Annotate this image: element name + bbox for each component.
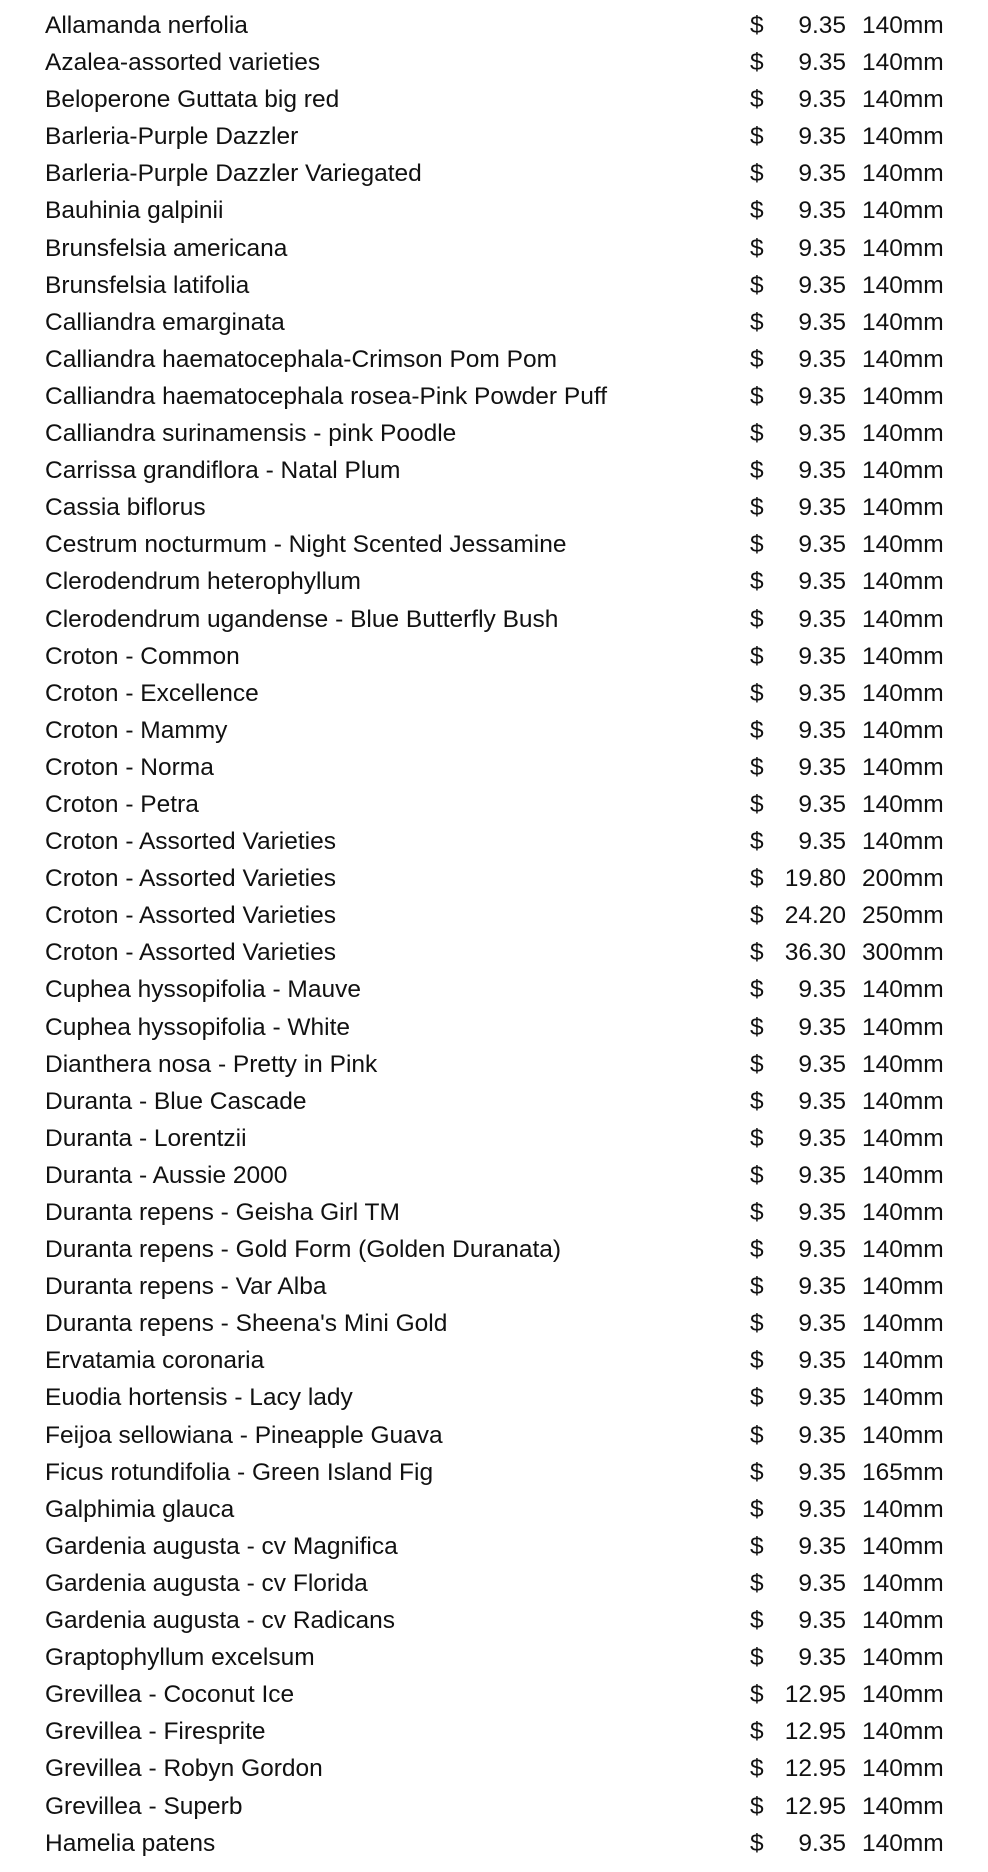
table-row (0, 1342, 988, 1379)
price-value: 9.35 (798, 160, 846, 188)
plant-name: Barleria-Purple Dazzler (45, 123, 299, 151)
price-value: 12.95 (784, 1718, 846, 1746)
table-row (0, 675, 988, 712)
table-row (0, 601, 988, 638)
price-value: 9.35 (798, 1013, 846, 1041)
price-value: 9.35 (798, 1495, 846, 1523)
price-value: 9.35 (798, 49, 846, 77)
plant-name: Croton - Mammy (45, 716, 228, 744)
plant-name: Dianthera nosa - Pretty in Pink (45, 1050, 378, 1078)
plant-name: Ervatamia coronaria (45, 1347, 265, 1375)
pot-size: 140mm (862, 568, 944, 596)
pot-size: 140mm (862, 1718, 944, 1746)
price-value: 9.35 (798, 716, 846, 744)
table-row (0, 378, 988, 415)
plant-name: Croton - Assorted Varieties (45, 865, 336, 893)
currency-symbol: $ (750, 1532, 764, 1560)
price-value: 9.35 (798, 494, 846, 522)
price-value: 9.35 (798, 12, 846, 39)
table-row (0, 452, 988, 489)
price-value: 9.35 (798, 234, 846, 262)
pot-size: 140mm (862, 123, 944, 151)
currency-symbol: $ (750, 605, 764, 633)
plant-name: Calliandra surinamensis - pink Poodle (45, 420, 457, 448)
plant-name: Croton - Assorted Varieties (45, 939, 336, 967)
pot-size: 140mm (862, 1792, 944, 1820)
price-value: 9.35 (798, 1124, 846, 1152)
price-value: 9.35 (798, 1829, 846, 1857)
plant-name: Euodia hortensis - Lacy lady (45, 1384, 353, 1412)
plant-name: Ficus rotundifolia - Green Island Fig (45, 1458, 434, 1486)
plant-name: Duranta repens - Geisha Girl TM (45, 1199, 400, 1226)
price-value: 24.20 (784, 902, 846, 930)
plant-name: Feijoa sellowiana - Pineapple Guava (45, 1421, 443, 1449)
price-value: 9.35 (798, 753, 846, 781)
table-row (0, 1157, 988, 1194)
pot-size: 140mm (862, 828, 944, 856)
pot-size: 140mm (862, 160, 944, 188)
price-value: 9.35 (798, 531, 846, 559)
plant-name: Calliandra emarginata (45, 308, 285, 336)
plant-name: Allamanda nerfolia (45, 12, 248, 39)
price-value: 9.35 (798, 679, 846, 707)
currency-symbol: $ (750, 1644, 764, 1672)
price-value: 9.35 (798, 457, 846, 485)
table-row (0, 1639, 988, 1676)
plant-name: Azalea-assorted varieties (45, 49, 321, 77)
pot-size: 140mm (862, 1681, 944, 1709)
table-row (0, 1528, 988, 1565)
plant-name: Croton - Assorted Varieties (45, 828, 336, 856)
currency-symbol: $ (750, 457, 764, 485)
pot-size: 140mm (862, 1273, 944, 1301)
table-row (0, 1788, 988, 1825)
price-value: 9.35 (798, 197, 846, 225)
currency-symbol: $ (750, 1161, 764, 1189)
price-value: 9.35 (798, 1347, 846, 1375)
pot-size: 140mm (862, 86, 944, 114)
pot-size: 140mm (862, 197, 944, 225)
price-value: 9.35 (798, 271, 846, 299)
currency-symbol: $ (750, 790, 764, 818)
pot-size: 140mm (862, 1347, 944, 1375)
pot-size: 140mm (862, 642, 944, 670)
table-row (0, 638, 988, 675)
table-row (0, 7, 988, 44)
table-row (0, 1750, 988, 1787)
plant-name: Gardenia augusta - cv Radicans (45, 1607, 395, 1635)
pot-size: 140mm (862, 1161, 944, 1189)
currency-symbol: $ (750, 939, 764, 967)
currency-symbol: $ (750, 1569, 764, 1597)
currency-symbol: $ (750, 902, 764, 930)
pot-size: 140mm (862, 1124, 944, 1152)
table-row (0, 44, 988, 81)
price-value: 36.30 (784, 939, 846, 967)
pot-size: 200mm (862, 865, 944, 893)
price-value: 9.35 (798, 605, 846, 633)
plant-name: Cassia biflorus (45, 494, 206, 522)
table-row (0, 1825, 988, 1862)
table-row (0, 230, 988, 267)
currency-symbol: $ (750, 679, 764, 707)
plant-name: Galphimia glauca (45, 1495, 235, 1523)
plant-name: Grevillea - Robyn Gordon (45, 1755, 323, 1783)
pot-size: 140mm (862, 271, 944, 299)
pot-size: 140mm (862, 49, 944, 77)
pot-size: 140mm (862, 716, 944, 744)
table-row (0, 118, 988, 155)
price-value: 9.35 (798, 123, 846, 151)
currency-symbol: $ (750, 197, 764, 225)
plant-name: Duranta repens - Sheena's Mini Gold (45, 1310, 448, 1338)
table-row (0, 971, 988, 1008)
pot-size: 140mm (862, 457, 944, 485)
currency-symbol: $ (750, 1458, 764, 1486)
currency-symbol: $ (750, 49, 764, 77)
price-value: 9.35 (798, 1458, 846, 1486)
table-row (0, 1305, 988, 1342)
pot-size: 140mm (862, 12, 944, 39)
table-row (0, 1231, 988, 1268)
currency-symbol: $ (750, 1013, 764, 1041)
price-value: 12.95 (784, 1681, 846, 1709)
currency-symbol: $ (750, 1681, 764, 1709)
plant-name: Gardenia augusta - cv Magnifica (45, 1532, 398, 1560)
pot-size: 140mm (862, 976, 944, 1004)
plant-name: Graptophyllum excelsum (45, 1644, 315, 1672)
pot-size: 140mm (862, 1013, 944, 1041)
currency-symbol: $ (750, 976, 764, 1004)
table-row (0, 860, 988, 897)
pot-size: 140mm (862, 1829, 944, 1857)
currency-symbol: $ (750, 1310, 764, 1338)
table-row (0, 81, 988, 118)
pot-size: 140mm (862, 1607, 944, 1635)
table-row (0, 489, 988, 526)
plant-name: Calliandra haematocephala rosea-Pink Powder Puff (45, 382, 608, 410)
table-row (0, 1379, 988, 1416)
pot-size: 140mm (862, 1421, 944, 1449)
currency-symbol: $ (750, 1050, 764, 1078)
pot-size: 140mm (862, 1087, 944, 1115)
plant-name: Croton - Norma (45, 753, 214, 781)
plant-name: Croton - Common (45, 642, 240, 670)
table-row (0, 1120, 988, 1157)
currency-symbol: $ (750, 1384, 764, 1412)
currency-symbol: $ (750, 1199, 764, 1226)
price-value: 9.35 (798, 1236, 846, 1264)
currency-symbol: $ (750, 308, 764, 336)
plant-name: Duranta - Blue Cascade (45, 1087, 307, 1115)
table-row (0, 823, 988, 860)
price-value: 9.35 (798, 1199, 846, 1226)
currency-symbol: $ (750, 1792, 764, 1820)
plant-name: Duranta - Aussie 2000 (45, 1161, 288, 1189)
currency-symbol: $ (750, 345, 764, 373)
pot-size: 165mm (862, 1458, 944, 1486)
pot-size: 140mm (862, 345, 944, 373)
table-row (0, 1083, 988, 1120)
currency-symbol: $ (750, 160, 764, 188)
pot-size: 140mm (862, 1199, 944, 1226)
currency-symbol: $ (750, 1755, 764, 1783)
plant-name: Bauhinia galpinii (45, 197, 224, 225)
pot-size: 140mm (862, 1236, 944, 1264)
table-row (0, 749, 988, 786)
pot-size: 140mm (862, 790, 944, 818)
plant-name: Cuphea hyssopifolia - Mauve (45, 976, 361, 1004)
plant-name: Duranta repens - Gold Form (Golden Duranata) (45, 1236, 562, 1264)
plant-name: Barleria-Purple Dazzler Variegated (45, 160, 422, 188)
plant-name: Beloperone Guttata big red (45, 86, 340, 114)
table-row (0, 1602, 988, 1639)
currency-symbol: $ (750, 753, 764, 781)
pot-size: 140mm (862, 1495, 944, 1523)
currency-symbol: $ (750, 123, 764, 151)
pot-size: 250mm (862, 902, 944, 930)
currency-symbol: $ (750, 234, 764, 262)
currency-symbol: $ (750, 642, 764, 670)
pot-size: 140mm (862, 1755, 944, 1783)
currency-symbol: $ (750, 1236, 764, 1264)
price-value: 9.35 (798, 1310, 846, 1338)
price-value: 9.35 (798, 1644, 846, 1672)
pot-size: 140mm (862, 234, 944, 262)
pot-size: 140mm (862, 1569, 944, 1597)
table-row (0, 267, 988, 304)
plant-name: Clerodendrum ugandense - Blue Butterfly Bush (45, 605, 559, 633)
pot-size: 140mm (862, 1532, 944, 1560)
plant-name: Calliandra haematocephala-Crimson Pom Pom (45, 345, 558, 373)
table-row (0, 1713, 988, 1750)
plant-name: Brunsfelsia americana (45, 234, 288, 262)
table-row (0, 1417, 988, 1454)
table-row (0, 1565, 988, 1602)
table-row (0, 341, 988, 378)
plant-name: Cestrum nocturmum - Night Scented Jessamine (45, 531, 567, 559)
pot-size: 140mm (862, 494, 944, 522)
currency-symbol: $ (750, 86, 764, 114)
currency-symbol: $ (750, 494, 764, 522)
currency-symbol: $ (750, 865, 764, 893)
pot-size: 140mm (862, 1644, 944, 1672)
plant-name: Brunsfelsia latifolia (45, 271, 250, 299)
currency-symbol: $ (750, 382, 764, 410)
table-row (0, 192, 988, 229)
price-value: 9.35 (798, 1161, 846, 1189)
plant-name: Clerodendrum heterophyllum (45, 568, 361, 596)
table-row (0, 1268, 988, 1305)
currency-symbol: $ (750, 1421, 764, 1449)
table-row (0, 1454, 988, 1491)
table-row (0, 304, 988, 341)
pot-size: 140mm (862, 1310, 944, 1338)
price-value: 12.95 (784, 1755, 846, 1783)
table-row (0, 1046, 988, 1083)
pot-size: 140mm (862, 382, 944, 410)
currency-symbol: $ (750, 420, 764, 448)
price-value: 9.35 (798, 86, 846, 114)
table-row (0, 1194, 988, 1231)
price-value: 9.35 (798, 1273, 846, 1301)
price-value: 9.35 (798, 345, 846, 373)
table-row (0, 415, 988, 452)
currency-symbol: $ (750, 1607, 764, 1635)
table-row (0, 712, 988, 749)
table-row (0, 934, 988, 971)
price-value: 9.35 (798, 1050, 846, 1078)
currency-symbol: $ (750, 1087, 764, 1115)
pot-size: 140mm (862, 1050, 944, 1078)
currency-symbol: $ (750, 828, 764, 856)
price-value: 9.35 (798, 828, 846, 856)
pot-size: 140mm (862, 308, 944, 336)
pot-size: 140mm (862, 531, 944, 559)
price-value: 9.35 (798, 1569, 846, 1597)
pot-size: 140mm (862, 1384, 944, 1412)
price-value: 19.80 (784, 865, 846, 893)
price-value: 9.35 (798, 642, 846, 670)
price-value: 9.35 (798, 568, 846, 596)
plant-name: Cuphea hyssopifolia - White (45, 1013, 351, 1041)
pot-size: 140mm (862, 420, 944, 448)
currency-symbol: $ (750, 531, 764, 559)
currency-symbol: $ (750, 1124, 764, 1152)
table-row (0, 155, 988, 192)
currency-symbol: $ (750, 1347, 764, 1375)
pot-size: 140mm (862, 753, 944, 781)
currency-symbol: $ (750, 1829, 764, 1857)
price-value: 9.35 (798, 976, 846, 1004)
currency-symbol: $ (750, 1718, 764, 1746)
currency-symbol: $ (750, 716, 764, 744)
table-row (0, 526, 988, 563)
plant-name: Duranta repens - Var Alba (45, 1273, 327, 1301)
table-row (0, 786, 988, 823)
currency-symbol: $ (750, 1495, 764, 1523)
price-value: 9.35 (798, 420, 846, 448)
plant-name: Grevillea - Coconut Ice (45, 1681, 295, 1709)
price-value: 9.35 (798, 1421, 846, 1449)
price-value: 12.95 (784, 1792, 846, 1820)
plant-name: Gardenia augusta - cv Florida (45, 1569, 368, 1597)
table-row (0, 1009, 988, 1046)
price-value: 9.35 (798, 308, 846, 336)
price-value: 9.35 (798, 1087, 846, 1115)
currency-symbol: $ (750, 1273, 764, 1301)
plant-name: Carrissa grandiflora - Natal Plum (45, 457, 401, 485)
price-value: 9.35 (798, 790, 846, 818)
table-row (0, 1491, 988, 1528)
pot-size: 300mm (862, 939, 944, 967)
price-value: 9.35 (798, 382, 846, 410)
plant-name: Hamelia patens (45, 1829, 216, 1857)
plant-name: Grevillea - Firesprite (45, 1718, 266, 1746)
plant-name: Grevillea - Superb (45, 1792, 243, 1820)
price-value: 9.35 (798, 1384, 846, 1412)
price-value: 9.35 (798, 1607, 846, 1635)
currency-symbol: $ (750, 568, 764, 596)
plant-name: Croton - Excellence (45, 679, 259, 707)
table-row (0, 563, 988, 600)
plant-name: Duranta - Lorentzii (45, 1124, 247, 1152)
currency-symbol: $ (750, 271, 764, 299)
table-row (0, 897, 988, 934)
plant-name: Croton - Assorted Varieties (45, 902, 336, 930)
price-value: 9.35 (798, 1532, 846, 1560)
plant-price-list (0, 7, 988, 1862)
plant-name: Croton - Petra (45, 790, 199, 818)
pot-size: 140mm (862, 679, 944, 707)
pot-size: 140mm (862, 605, 944, 633)
currency-symbol: $ (750, 12, 764, 39)
table-row (0, 1676, 988, 1713)
